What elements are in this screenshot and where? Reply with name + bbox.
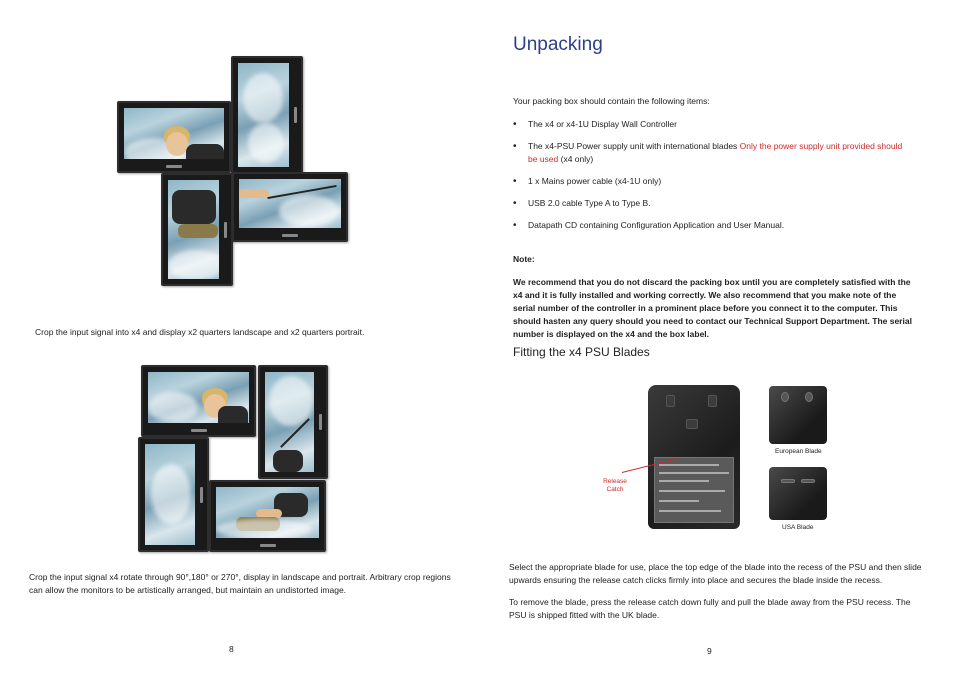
list-item: • USB 2.0 cable Type A to Type B. [513, 197, 913, 210]
monitor-rotated-bottom-left [138, 437, 209, 552]
page-number-left: 8 [229, 644, 234, 654]
psu-warning: Only the power supply unit provided should be used [528, 141, 903, 164]
monitor-landscape-bottom-right [232, 172, 348, 242]
page-title: Unpacking [513, 34, 603, 55]
list-item: • Datapath CD containing Configuration Application and User Manual. [513, 219, 913, 232]
caption-top: Crop the input signal into x4 and display x2 quarters landscape and x2 quarters portrait. [35, 327, 365, 337]
packing-list [513, 118, 913, 241]
page-number-right: 9 [707, 646, 712, 656]
monitor-rotated-top-left [141, 365, 256, 437]
list-item: • The x4 or x4-1U Display Wall Controller [513, 118, 913, 131]
usa-blade-image [769, 467, 827, 520]
usa-blade-label: USA Blade [782, 524, 814, 531]
european-blade-label: European Blade [775, 448, 822, 455]
monitor-landscape-top-left [117, 101, 231, 173]
instructions-fit: Select the appropriate blade for use, place the top edge of the blade into the recess of the PSU and then slide upwards ensuring the release catch clicks firmly into place and secures the blade inside the recess. [509, 562, 922, 585]
monitor-portrait-bottom-left [161, 173, 233, 286]
instructions-remove: To remove the blade, press the release catch down fully and pull the blade away from the PSU recess. The PSU is shipped fitted with the UK blade. [509, 597, 911, 620]
european-blade-image [769, 386, 827, 444]
list-item: • The x4-PSU Power supply unit with international blades Only the power supply unit provided should be used (x4 only) [513, 140, 913, 166]
intro-text: Your packing box should contain the following items: [513, 96, 710, 106]
monitor-rotated-top-right [258, 365, 328, 479]
note-body: We recommend that you do not discard the packing box until you are completely satisfied with the x4 and it is fully installed and working correctly. We also recommend that you make note of the serial number of the controller in a prominent place before you connect it to the computer. This should hasten any query should you need to contact our Technical Support Department. The serial number is displayed on the x4 and the box label. [513, 277, 912, 339]
release-catch-label: Release Catch [603, 478, 627, 493]
monitor-portrait-top-right [231, 56, 303, 174]
note-title: Note: [513, 254, 535, 264]
right-page [477, 0, 954, 675]
list-item: • 1 x Mains power cable (x4-1U only) [513, 175, 913, 188]
psu-image [648, 385, 740, 529]
section-heading: Fitting the x4 PSU Blades [513, 345, 650, 359]
caption-bottom: Crop the input signal x4 rotate through 90°,180° or 270°, display in landscape and portrait. Arbitrary crop regions can allow the monitors to be artistically arranged, but maintain an undistorted image. [29, 572, 451, 595]
monitor-rotated-bottom-right [209, 480, 326, 552]
